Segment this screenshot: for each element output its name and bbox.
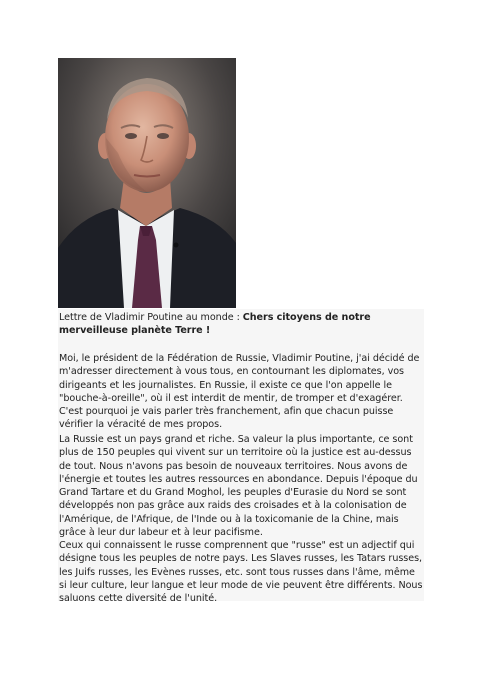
portrait-photo [58,58,236,308]
intro-prefix: Lettre de Vladimir Poutine au monde : [59,312,243,323]
paragraph: Moi, le président de la Fédération de Russie, Vladimir Poutine, j'ai décidé de m'adresser directement à vous tous, en contournant les diplomates, vos dirigeants et les journalistes. En Russie, il existe ce que l'on appelle le "bouche-à-oreille", où il est interdit de mentir, de tromper et d'exagérer. C'est pourquoi je vais parler très franchement, afin que chacun puisse vérifier la véracité de mes propos. [59,353,420,431]
letter-intro [59,311,421,338]
intro-salutation: Chers citoyens de notre merveilleuse planète Terre ! [59,312,371,337]
paragraph: La Russie est un pays grand et riche. Sa valeur la plus importante, ce sont plus de 150 peuples qui vivent sur un territoire où la justice est au-dessus de tout. Nous n'avons pas besoin de nouveaux territoires. Nous avons de l'énergie et toutes les autres ressources en abondance. Depuis l'époque du Grand Tartare et du Grand Moghol, les peuples d'Eurasie du Nord se sont développés non pas grâce aux raids des croisades et à la colonisation de l'Amérique, de l'Afrique, de l'Inde ou à la toxicomanie de la Chine, mais grâce à leur dur labeur et à leur pacifisme. [59,434,418,539]
paragraph: Ceux qui connaissent le russe comprennent que "russe" est un adjectif qui désigne tous les peuples de notre pays. Les Slaves russes, les Tatars russes, les Juifs russes, les Evènes russes, etc. sont tous russes dans l'âme, même si leur culture, leur langue et leur mode de vie peuvent être différents. Nous saluons cette diversité de l'unité. [59,540,423,605]
letter-text [58,309,424,605]
